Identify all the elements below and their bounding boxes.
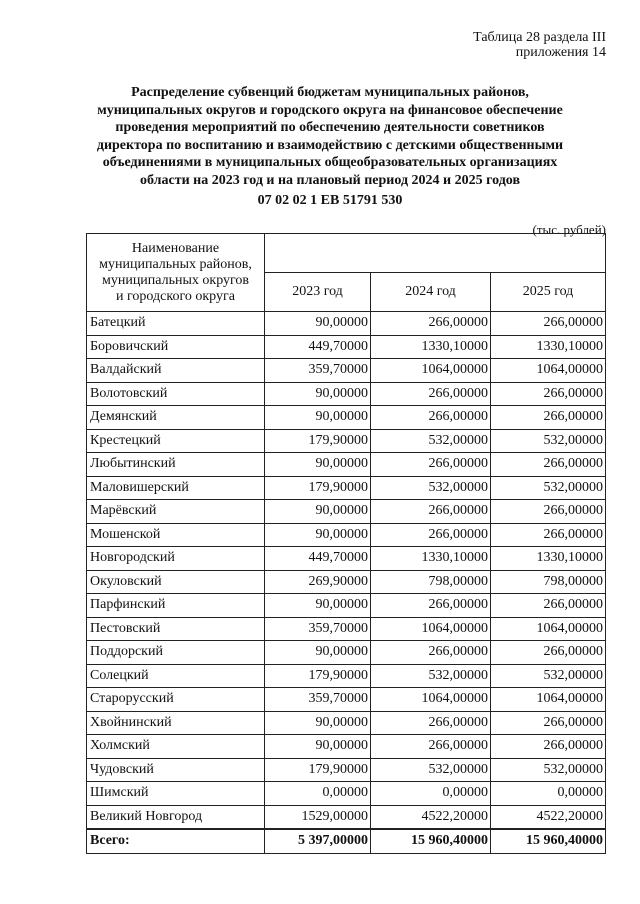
value-2023: 90,00000 xyxy=(265,406,371,430)
value-2023: 90,00000 xyxy=(265,641,371,665)
value-2025: 266,00000 xyxy=(491,523,606,547)
value-2025: 266,00000 xyxy=(491,711,606,735)
district-name: Крестецкий xyxy=(87,429,265,453)
value-2025: 266,00000 xyxy=(491,594,606,618)
table-caption xyxy=(473,30,606,60)
header-name-line: муниципальных округов xyxy=(101,272,250,288)
header-name-cell xyxy=(87,234,265,312)
title-line: директора по воспитанию и взаимодействию с детскими общественными xyxy=(96,137,564,153)
value-2024: 266,00000 xyxy=(371,523,491,547)
value-2024: 532,00000 xyxy=(371,476,491,500)
total-row xyxy=(87,829,606,853)
table-row xyxy=(87,359,606,383)
value-2025: 532,00000 xyxy=(491,758,606,782)
value-2023: 90,00000 xyxy=(265,500,371,524)
value-2023: 90,00000 xyxy=(265,735,371,759)
table-row xyxy=(87,782,606,806)
header-name-line: Наименование xyxy=(131,240,220,256)
table-row xyxy=(87,382,606,406)
title-line: муниципальных округов и городского округа на финансовое обеспечение xyxy=(97,102,563,118)
value-2024: 266,00000 xyxy=(371,406,491,430)
value-2025: 266,00000 xyxy=(491,406,606,430)
table-row xyxy=(87,523,606,547)
header-name-line: муниципальных районов, xyxy=(99,256,252,272)
value-2025: 532,00000 xyxy=(491,664,606,688)
table-row xyxy=(87,570,606,594)
district-name: Поддорский xyxy=(87,641,265,665)
table-row xyxy=(87,335,606,359)
value-2025: 266,00000 xyxy=(491,312,606,336)
table-row xyxy=(87,312,606,336)
value-2025: 266,00000 xyxy=(491,735,606,759)
district-name: Боровичский xyxy=(87,335,265,359)
table-row xyxy=(87,429,606,453)
value-2025: 266,00000 xyxy=(491,453,606,477)
table-row xyxy=(87,758,606,782)
district-name: Батецкий xyxy=(87,312,265,336)
value-2024: 1330,10000 xyxy=(371,335,491,359)
value-2024: 532,00000 xyxy=(371,429,491,453)
value-2025: 1330,10000 xyxy=(491,547,606,571)
value-2024: 1064,00000 xyxy=(371,359,491,383)
table-row xyxy=(87,547,606,571)
value-2024: 4522,20000 xyxy=(371,805,491,829)
district-name: Мошенской xyxy=(87,523,265,547)
value-2023: 179,90000 xyxy=(265,429,371,453)
value-2023: 90,00000 xyxy=(265,594,371,618)
value-2025: 798,00000 xyxy=(491,570,606,594)
value-2023: 179,90000 xyxy=(265,664,371,688)
table-row xyxy=(87,476,606,500)
total-2024: 15 960,40000 xyxy=(371,829,491,853)
table-row xyxy=(87,735,606,759)
value-2024: 532,00000 xyxy=(371,758,491,782)
value-2023: 179,90000 xyxy=(265,476,371,500)
value-2024: 532,00000 xyxy=(371,664,491,688)
value-2024: 1064,00000 xyxy=(371,688,491,712)
value-2024: 1330,10000 xyxy=(371,547,491,571)
units-label: (тыс. рублей) xyxy=(532,222,606,237)
district-name: Парфинский xyxy=(87,594,265,618)
caption-line-2: приложения 14 xyxy=(515,45,606,60)
value-2023: 449,70000 xyxy=(265,547,371,571)
value-2025: 266,00000 xyxy=(491,641,606,665)
value-2023: 90,00000 xyxy=(265,453,371,477)
value-2024: 266,00000 xyxy=(371,735,491,759)
value-2024: 0,00000 xyxy=(371,782,491,806)
table-row xyxy=(87,664,606,688)
subvention-table xyxy=(86,233,606,854)
value-2023: 179,90000 xyxy=(265,758,371,782)
header-blank-cell xyxy=(265,234,606,273)
value-2025: 1330,10000 xyxy=(491,335,606,359)
value-2025: 532,00000 xyxy=(491,429,606,453)
value-2024: 266,00000 xyxy=(371,382,491,406)
table-row xyxy=(87,805,606,829)
header-year-2024: 2024 год xyxy=(371,273,491,312)
value-2023: 449,70000 xyxy=(265,335,371,359)
document-title xyxy=(60,84,600,189)
value-2024: 798,00000 xyxy=(371,570,491,594)
value-2023: 359,70000 xyxy=(265,359,371,383)
header-year-2023: 2023 год xyxy=(265,273,371,312)
value-2023: 90,00000 xyxy=(265,711,371,735)
table-row xyxy=(87,500,606,524)
title-line: объединениями в муниципальных общеобразовательных организациях xyxy=(102,155,558,170)
title-line: области на 2023 год и на плановый период 2024 и 2025 годов xyxy=(139,172,521,188)
table-row xyxy=(87,594,606,618)
value-2024: 266,00000 xyxy=(371,594,491,618)
value-2024: 266,00000 xyxy=(371,453,491,477)
district-name: Маловишерский xyxy=(87,476,265,500)
value-2023: 269,90000 xyxy=(265,570,371,594)
value-2025: 1064,00000 xyxy=(491,359,606,383)
title-line: проведения мероприятий по обеспечению деятельности советников xyxy=(115,120,545,135)
table-row xyxy=(87,688,606,712)
value-2025: 0,00000 xyxy=(491,782,606,806)
value-2023: 1529,00000 xyxy=(265,805,371,829)
district-name: Демянский xyxy=(87,406,265,430)
district-name: Великий Новгород xyxy=(87,805,265,829)
district-name: Марёвский xyxy=(87,500,265,524)
district-name: Пестовский xyxy=(87,617,265,641)
value-2023: 0,00000 xyxy=(265,782,371,806)
value-2023: 90,00000 xyxy=(265,523,371,547)
title-line: Распределение субвенций бюджетам муниципальных районов, xyxy=(131,85,529,100)
value-2024: 266,00000 xyxy=(371,500,491,524)
value-2024: 1064,00000 xyxy=(371,617,491,641)
table-row xyxy=(87,711,606,735)
district-name: Новгородский xyxy=(87,547,265,571)
table-row xyxy=(87,406,606,430)
value-2023: 359,70000 xyxy=(265,688,371,712)
value-2025: 1064,00000 xyxy=(491,617,606,641)
value-2024: 266,00000 xyxy=(371,312,491,336)
value-2025: 266,00000 xyxy=(491,382,606,406)
total-2025: 15 960,40000 xyxy=(491,829,606,853)
district-name: Старорусский xyxy=(87,688,265,712)
table-row xyxy=(87,641,606,665)
district-name: Солецкий xyxy=(87,664,265,688)
value-2023: 359,70000 xyxy=(265,617,371,641)
district-name: Любытинский xyxy=(87,453,265,477)
value-2024: 266,00000 xyxy=(371,641,491,665)
district-name: Окуловский xyxy=(87,570,265,594)
district-name: Волотовский xyxy=(87,382,265,406)
district-name: Чудовский xyxy=(87,758,265,782)
value-2025: 266,00000 xyxy=(491,500,606,524)
budget-code: 07 02 02 1 ЕВ 51791 530 xyxy=(257,193,403,208)
value-2024: 266,00000 xyxy=(371,711,491,735)
total-label: Всего: xyxy=(87,829,265,853)
header-name-line: и городского округа xyxy=(116,288,235,304)
district-name: Шимский xyxy=(87,782,265,806)
caption-line-1: Таблица 28 раздела III xyxy=(473,30,606,45)
value-2025: 532,00000 xyxy=(491,476,606,500)
district-name: Валдайский xyxy=(87,359,265,383)
value-2025: 4522,20000 xyxy=(491,805,606,829)
district-name: Холмский xyxy=(87,735,265,759)
value-2025: 1064,00000 xyxy=(491,688,606,712)
value-2023: 90,00000 xyxy=(265,382,371,406)
district-name: Хвойнинский xyxy=(87,711,265,735)
value-2023: 90,00000 xyxy=(265,312,371,336)
table-row xyxy=(87,617,606,641)
total-2023: 5 397,00000 xyxy=(265,829,371,853)
header-year-2025: 2025 год xyxy=(491,273,606,312)
table-row xyxy=(87,453,606,477)
